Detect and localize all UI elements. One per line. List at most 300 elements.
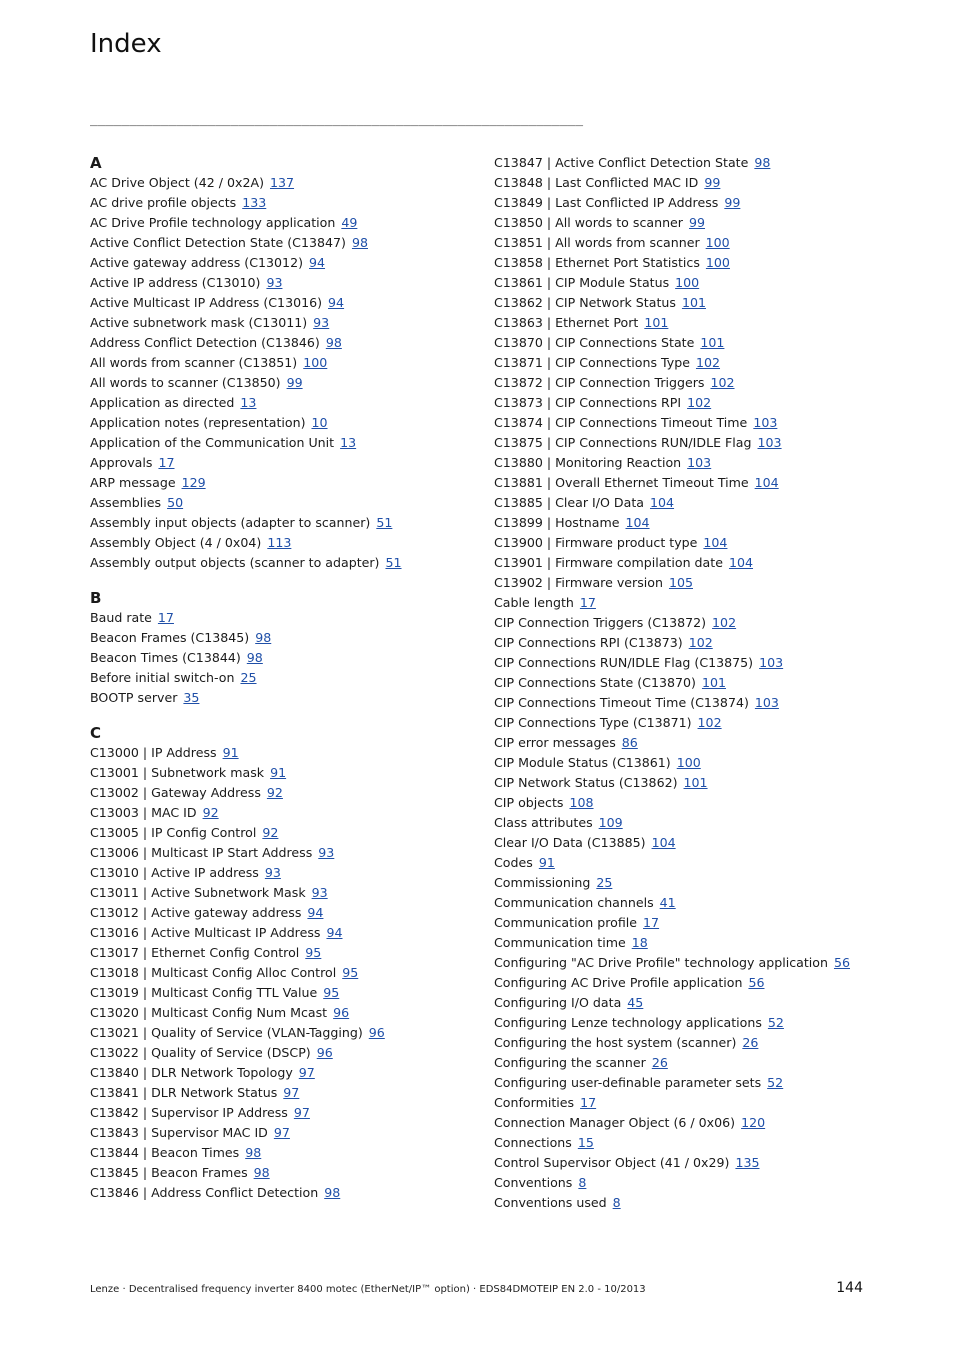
index-page-link[interactable]: 35 <box>183 690 200 705</box>
index-page-link[interactable]: 97 <box>273 1125 290 1140</box>
index-entry-label: Approvals <box>90 455 153 470</box>
index-entry-label: AC Drive Profile technology application <box>90 215 336 230</box>
index-page-link[interactable]: 96 <box>333 1005 350 1020</box>
index-entry-label: Conventions used <box>494 1195 607 1210</box>
index-entry <box>494 973 866 993</box>
index-page-link[interactable]: 13 <box>340 435 357 450</box>
index-entry <box>494 933 866 953</box>
index-column-right <box>494 153 866 1213</box>
index-entry <box>90 173 475 193</box>
index-page-link[interactable]: 94 <box>309 255 326 270</box>
index-entry <box>90 1183 475 1203</box>
index-entry-label: Clear I/O Data (C13885) <box>494 835 646 850</box>
index-page-link[interactable]: 25 <box>240 670 257 685</box>
index-page-link[interactable]: 17 <box>643 915 660 930</box>
index-entry-label: Application notes (representation) <box>90 415 306 430</box>
index-entry-label: Assembly Object (4 / 0x04) <box>90 535 262 550</box>
index-entry-label: Address Conflict Detection (C13846) <box>90 335 320 350</box>
index-entry <box>90 628 475 648</box>
index-page-link[interactable]: 99 <box>688 215 706 230</box>
index-entry-label: C13848 | Last Conflicted MAC ID <box>494 175 699 190</box>
index-entry <box>494 193 866 213</box>
index-entry <box>494 573 866 593</box>
index-entry-label: C13843 | Supervisor MAC ID <box>90 1125 268 1140</box>
index-entry-label: C13862 | CIP Network Status <box>494 295 676 310</box>
index-page-link[interactable]: 102 <box>688 635 713 650</box>
index-entry-label: Application as directed <box>90 395 235 410</box>
index-page-link[interactable]: 18 <box>631 935 648 950</box>
index-entry-label: Active Conflict Detection State (C13847) <box>90 235 346 250</box>
index-entry <box>90 313 475 333</box>
index-page-link[interactable]: 98 <box>253 1165 270 1180</box>
index-entry-label: C13873 | CIP Connections RPI <box>494 395 682 410</box>
index-entry-label: Active gateway address (C13012) <box>90 255 303 270</box>
index-page-link[interactable]: 104 <box>625 515 650 530</box>
index-page-link[interactable]: 95 <box>305 945 322 960</box>
index-page-link[interactable]: 103 <box>754 695 779 710</box>
index-entry <box>90 1163 475 1183</box>
index-entry <box>494 153 866 173</box>
index-page-link[interactable]: 98 <box>246 650 263 665</box>
index-entry <box>494 753 866 773</box>
index-entry-label: CIP Module Status (C13861) <box>494 755 671 770</box>
index-page-link[interactable]: 94 <box>326 925 343 940</box>
index-page-link[interactable]: 97 <box>283 1085 300 1100</box>
index-page-link[interactable]: 104 <box>651 835 676 850</box>
index-entry <box>494 633 866 653</box>
index-entry <box>90 943 475 963</box>
index-page-link[interactable]: 101 <box>681 295 706 310</box>
index-entry-label: Communication channels <box>494 895 654 910</box>
index-column-left <box>90 153 475 1203</box>
index-page-link[interactable]: 98 <box>255 630 272 645</box>
index-entry-label: CIP objects <box>494 795 564 810</box>
index-entry <box>90 743 475 763</box>
index-entry <box>494 833 866 853</box>
index-page-link[interactable]: 99 <box>286 375 303 390</box>
index-page-link[interactable]: 97 <box>293 1105 310 1120</box>
index-entry <box>90 843 475 863</box>
index-page-link[interactable]: 103 <box>757 435 782 450</box>
index-entry-label: CIP Network Status (C13862) <box>494 775 678 790</box>
section-letter-b: B <box>90 589 102 607</box>
index-entry-label: Configuring "AC Drive Profile" technology application <box>494 955 828 970</box>
index-entry <box>494 1033 866 1053</box>
index-entry-label: Commissioning <box>494 875 591 890</box>
index-page-link[interactable]: 95 <box>323 985 340 1000</box>
index-page-link[interactable]: 105 <box>668 575 693 590</box>
index-entry-label: Baud rate <box>90 610 152 625</box>
index-entry-label: C13863 | Ethernet Port <box>494 315 639 330</box>
index-entry <box>90 863 475 883</box>
index-entry <box>494 173 866 193</box>
index-entry-label: CIP Connections RPI (C13873) <box>494 635 683 650</box>
index-page-link[interactable]: 100 <box>705 255 730 270</box>
index-page-link[interactable]: 113 <box>267 535 292 550</box>
index-page-link[interactable]: 91 <box>270 765 287 780</box>
index-entry <box>494 533 866 553</box>
index-entry <box>90 273 475 293</box>
index-page-link[interactable]: 93 <box>264 865 281 880</box>
index-entry <box>494 333 866 353</box>
index-entry <box>494 733 866 753</box>
index-entry <box>494 873 866 893</box>
index-entry-label: Configuring I/O data <box>494 995 622 1010</box>
index-page-link[interactable]: 95 <box>342 965 359 980</box>
index-page-link[interactable]: 102 <box>687 395 712 410</box>
index-page-link[interactable]: 98 <box>325 335 342 350</box>
index-page-link[interactable]: 8 <box>578 1175 587 1190</box>
index-entry-label: C13005 | IP Config Control <box>90 825 257 840</box>
index-entry <box>494 213 866 233</box>
index-page-link[interactable]: 98 <box>754 155 771 170</box>
index-entry <box>90 1023 475 1043</box>
index-entry-label: Active Multicast IP Address (C13016) <box>90 295 323 310</box>
index-entry <box>494 373 866 393</box>
index-entry <box>90 393 475 413</box>
index-entry-label: BOOTP server <box>90 690 178 705</box>
index-entry-label: All words from scanner (C13851) <box>90 355 298 370</box>
index-page-link[interactable]: 108 <box>569 795 594 810</box>
index-page-link[interactable]: 93 <box>266 275 283 290</box>
index-entry-label: C13858 | Ethernet Port Statistics <box>494 255 700 270</box>
index-entry-label: C13899 | Hostname <box>494 515 620 530</box>
section-letter-a: A <box>90 154 102 172</box>
index-entry <box>494 453 866 473</box>
index-entry-label: C13861 | CIP Module Status <box>494 275 670 290</box>
index-entry <box>90 413 475 433</box>
index-page-link[interactable]: 93 <box>311 885 328 900</box>
index-page-link[interactable]: 96 <box>368 1025 385 1040</box>
index-entry-label: C13900 | Firmware product type <box>494 535 698 550</box>
index-entry-label: C13881 | Overall Ethernet Timeout Time <box>494 475 749 490</box>
index-page-link[interactable]: 104 <box>650 495 675 510</box>
index-entry <box>90 233 475 253</box>
index-page-link[interactable]: 135 <box>735 1155 760 1170</box>
index-entry-label: C13874 | CIP Connections Timeout Time <box>494 415 748 430</box>
index-entry-label: C13875 | CIP Connections RUN/IDLE Flag <box>494 435 752 450</box>
index-entry-label: C13003 | MAC ID <box>90 805 197 820</box>
index-entry-label: CIP Connections State (C13870) <box>494 675 696 690</box>
index-entry <box>494 253 866 273</box>
index-entry <box>90 688 475 708</box>
index-entry-label: CIP error messages <box>494 735 616 750</box>
index-entry <box>90 1123 475 1143</box>
index-entry-label: Class attributes <box>494 815 593 830</box>
index-page-link[interactable]: 129 <box>181 475 206 490</box>
index-page-link[interactable]: 93 <box>318 845 335 860</box>
index-entry <box>90 433 475 453</box>
index-entry <box>494 913 866 933</box>
index-page-link[interactable]: 103 <box>687 455 712 470</box>
index-entry-label: C13020 | Multicast Config Num Mcast <box>90 1005 328 1020</box>
index-entry <box>494 653 866 673</box>
index-entry-label: Configuring Lenze technology applications <box>494 1015 762 1030</box>
index-page-link[interactable]: 100 <box>705 235 730 250</box>
index-entry <box>494 413 866 433</box>
index-entry <box>494 813 866 833</box>
index-page-link[interactable]: 25 <box>596 875 613 890</box>
index-entry-label: CIP Connection Triggers (C13872) <box>494 615 707 630</box>
index-entry-label: C13001 | Subnetwork mask <box>90 765 265 780</box>
index-page-link[interactable]: 100 <box>676 755 701 770</box>
index-page-link[interactable]: 8 <box>612 1195 621 1210</box>
index-entry <box>494 393 866 413</box>
index-page-link[interactable]: 56 <box>748 975 765 990</box>
index-page-link[interactable]: 92 <box>262 825 279 840</box>
index-page-link[interactable]: 56 <box>833 955 850 970</box>
index-page-link[interactable]: 10 <box>311 415 328 430</box>
index-entry <box>494 273 866 293</box>
index-entry-label: C13871 | CIP Connections Type <box>494 355 690 370</box>
index-page-link[interactable]: 92 <box>202 805 219 820</box>
index-entry-label: CIP Connections Type (C13871) <box>494 715 692 730</box>
index-page-link[interactable]: 104 <box>728 555 754 570</box>
index-page-link[interactable]: 98 <box>324 1185 341 1200</box>
index-entry-label: AC drive profile objects <box>90 195 237 210</box>
index-page-link[interactable]: 51 <box>385 555 402 570</box>
index-page-link[interactable]: 93 <box>313 315 330 330</box>
index-page-link[interactable]: 100 <box>303 355 328 370</box>
index-entry <box>494 793 866 813</box>
index-entry-label: C13902 | Firmware version <box>494 575 663 590</box>
index-entry <box>494 673 866 693</box>
index-page-link[interactable]: 17 <box>580 1095 597 1110</box>
index-entry <box>90 373 475 393</box>
index-entry <box>494 473 866 493</box>
index-entry-label: Active IP address (C13010) <box>90 275 261 290</box>
index-page-link[interactable]: 98 <box>351 235 368 250</box>
index-entry <box>90 493 475 513</box>
index-entry-label: C13850 | All words to scanner <box>494 215 683 230</box>
index-entry <box>90 1003 475 1023</box>
index-entry <box>494 1193 866 1213</box>
index-entry <box>90 473 475 493</box>
index-entry-label: C13870 | CIP Connections State <box>494 335 695 350</box>
index-entry-label: Beacon Frames (C13845) <box>90 630 250 645</box>
index-entry <box>494 1133 866 1153</box>
page-title: Index <box>90 29 162 59</box>
index-entry-label: C13851 | All words from scanner <box>494 235 700 250</box>
index-page-link[interactable]: 137 <box>269 175 295 190</box>
index-entry-label: C13021 | Quality of Service (VLAN-Tagging) <box>90 1025 363 1040</box>
index-entry <box>494 313 866 333</box>
index-page-link[interactable]: 120 <box>741 1115 766 1130</box>
index-entry <box>494 293 866 313</box>
index-entry-label: C13849 | Last Conflicted IP Address <box>494 195 719 210</box>
index-page-link[interactable]: 102 <box>710 375 735 390</box>
index-entry-label: All words to scanner (C13850) <box>90 375 281 390</box>
index-page-link[interactable]: 102 <box>712 615 737 630</box>
index-entry-label: Active subnetwork mask (C13011) <box>90 315 308 330</box>
index-entry-label: Assemblies <box>90 495 162 510</box>
index-entry-label: C13844 | Beacon Times <box>90 1145 240 1160</box>
index-page-link[interactable]: 103 <box>753 415 778 430</box>
index-entry <box>494 993 866 1013</box>
header-rule: _______________________________________________________________ <box>90 112 584 127</box>
index-entry-label: Codes <box>494 855 533 870</box>
index-entry <box>90 533 475 553</box>
index-entry-label: Configuring AC Drive Profile application <box>494 975 743 990</box>
index-page-link[interactable]: 96 <box>316 1045 333 1060</box>
index-entry-label: AC Drive Object (42 / 0x2A) <box>90 175 264 190</box>
index-page-link[interactable]: 13 <box>240 395 257 410</box>
index-entry <box>494 1153 866 1173</box>
index-entry-label: Conformities <box>494 1095 575 1110</box>
index-entry <box>90 923 475 943</box>
index-entry-label: Before initial switch-on <box>90 670 235 685</box>
index-entry <box>494 773 866 793</box>
index-page-link[interactable]: 26 <box>651 1055 668 1070</box>
index-page-link[interactable]: 102 <box>695 355 721 370</box>
index-page-link[interactable]: 94 <box>307 905 324 920</box>
page-number: 144 <box>836 1280 863 1296</box>
index-page-link[interactable]: 99 <box>704 175 721 190</box>
index-page-link[interactable]: 98 <box>245 1145 262 1160</box>
index-entry <box>494 613 866 633</box>
index-page-link[interactable]: 52 <box>767 1075 784 1090</box>
index-entry-label: Assembly output objects (scanner to adapter) <box>90 555 380 570</box>
index-page-link[interactable]: 101 <box>700 335 725 350</box>
index-entry <box>90 513 475 533</box>
index-page-link[interactable]: 52 <box>767 1015 784 1030</box>
index-page-link[interactable]: 104 <box>703 535 728 550</box>
index-entry-label: Conventions <box>494 1175 573 1190</box>
index-page-link[interactable]: 101 <box>683 775 708 790</box>
index-entry <box>494 713 866 733</box>
index-entry-label: Connections <box>494 1135 572 1150</box>
index-page-link[interactable]: 109 <box>598 815 623 830</box>
index-entry <box>90 608 475 628</box>
index-entry-label: Application of the Communication Unit <box>90 435 335 450</box>
index-entry <box>494 693 866 713</box>
section-letter-c: C <box>90 724 102 742</box>
index-page-link[interactable]: 102 <box>697 715 722 730</box>
index-entry-label: C13006 | Multicast IP Start Address <box>90 845 313 860</box>
index-entry <box>90 553 475 573</box>
index-entry-label: C13022 | Quality of Service (DSCP) <box>90 1045 311 1060</box>
index-entry-label: C13016 | Active Multicast IP Address <box>90 925 321 940</box>
index-page-link[interactable]: 101 <box>644 315 669 330</box>
index-entry <box>494 593 866 613</box>
index-entry <box>90 1063 475 1083</box>
index-page-link[interactable]: 86 <box>621 735 638 750</box>
index-page-link[interactable]: 17 <box>158 455 175 470</box>
index-entry-label: C13000 | IP Address <box>90 745 217 760</box>
index-page-link[interactable]: 94 <box>328 295 345 310</box>
index-page-link[interactable]: 103 <box>759 655 784 670</box>
index-entry <box>90 213 475 233</box>
index-page-link[interactable]: 41 <box>659 895 676 910</box>
index-entry-label: C13019 | Multicast Config TTL Value <box>90 985 318 1000</box>
index-entry <box>90 648 475 668</box>
index-entry <box>494 953 866 973</box>
index-entry <box>90 1083 475 1103</box>
index-entry-label: Configuring the scanner <box>494 1055 646 1070</box>
index-entry-label: Communication profile <box>494 915 638 930</box>
index-page-link[interactable]: 99 <box>724 195 741 210</box>
index-entry-label: CIP Connections RUN/IDLE Flag (C13875) <box>494 655 754 670</box>
index-entry-label: Configuring user-definable parameter sets <box>494 1075 762 1090</box>
index-entry-label: C13840 | DLR Network Topology <box>90 1065 293 1080</box>
index-entry <box>494 513 866 533</box>
index-entry <box>90 668 475 688</box>
index-page-link[interactable]: 26 <box>742 1035 759 1050</box>
index-entry-label: C13846 | Address Conflict Detection <box>90 1185 319 1200</box>
index-entry <box>90 783 475 803</box>
index-page-link[interactable]: 133 <box>242 195 267 210</box>
index-page-link[interactable]: 17 <box>157 610 174 625</box>
index-page-link[interactable]: 15 <box>577 1135 594 1150</box>
index-entry-label: C13841 | DLR Network Status <box>90 1085 278 1100</box>
index-entry <box>494 1073 866 1093</box>
index-entry-label: C13002 | Gateway Address <box>90 785 261 800</box>
index-page-link[interactable]: 50 <box>167 495 184 510</box>
index-page-link[interactable]: 92 <box>266 785 283 800</box>
index-entry <box>494 493 866 513</box>
page-footer: Lenze · Decentralised frequency inverter 8400 motec (EtherNet/IP™ option) · EDS84DMOTEIP EN 2.0 - 10/2013 <box>90 1284 646 1295</box>
index-entry <box>494 1093 866 1113</box>
index-entry <box>494 433 866 453</box>
index-entry <box>90 823 475 843</box>
index-entry <box>90 1103 475 1123</box>
index-entry-label: C13872 | CIP Connection Triggers <box>494 375 705 390</box>
index-entry <box>494 353 866 373</box>
index-entry <box>90 253 475 273</box>
index-page-link[interactable]: 49 <box>341 215 358 230</box>
index-entry-label: ARP message <box>90 475 176 490</box>
index-entry <box>494 853 866 873</box>
index-entry <box>494 1013 866 1033</box>
index-page-link[interactable]: 17 <box>579 595 596 610</box>
index-entry <box>90 193 475 213</box>
index-entry <box>90 333 475 353</box>
index-entry-label: Configuring the host system (scanner) <box>494 1035 737 1050</box>
index-entry-label: Connection Manager Object (6 / 0x06) <box>494 1115 736 1130</box>
index-entry-label: CIP Connections Timeout Time (C13874) <box>494 695 749 710</box>
index-entry-label: C13012 | Active gateway address <box>90 905 302 920</box>
index-page-link[interactable]: 100 <box>675 275 700 290</box>
index-page-link[interactable]: 45 <box>627 995 644 1010</box>
index-entry-label: Communication time <box>494 935 626 950</box>
index-page-link[interactable]: 104 <box>754 475 779 490</box>
index-entry-label: C13880 | Monitoring Reaction <box>494 455 682 470</box>
index-entry <box>90 1143 475 1163</box>
index-page-link[interactable]: 97 <box>298 1065 315 1080</box>
index-entry <box>494 893 866 913</box>
index-entry <box>494 553 866 573</box>
index-entry-label: Cable length <box>494 595 574 610</box>
index-page-link[interactable]: 101 <box>701 675 726 690</box>
index-entry <box>90 983 475 1003</box>
index-page-link[interactable]: 91 <box>538 855 555 870</box>
index-entry <box>90 883 475 903</box>
index-entry <box>494 1053 866 1073</box>
index-entry-label: Assembly input objects (adapter to scanner) <box>90 515 371 530</box>
index-entry-label: C13901 | Firmware compilation date <box>494 555 723 570</box>
index-page-link[interactable]: 91 <box>222 745 239 760</box>
index-entry <box>494 1173 866 1193</box>
index-entry-label: C13842 | Supervisor IP Address <box>90 1105 288 1120</box>
index-entry <box>90 353 475 373</box>
index-entry-label: C13017 | Ethernet Config Control <box>90 945 300 960</box>
index-entry-label: Beacon Times (C13844) <box>90 650 241 665</box>
index-entry <box>90 293 475 313</box>
index-entry <box>494 233 866 253</box>
index-entry-label: Control Supervisor Object (41 / 0x29) <box>494 1155 730 1170</box>
index-page-link[interactable]: 51 <box>376 515 393 530</box>
index-entry-label: C13011 | Active Subnetwork Mask <box>90 885 306 900</box>
